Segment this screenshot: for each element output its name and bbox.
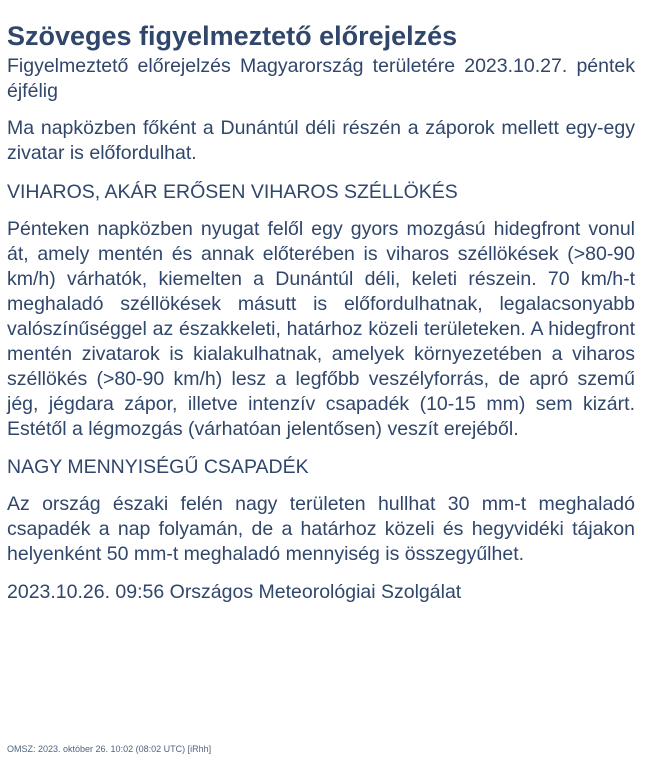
issued-timestamp: 2023.10.26. 09:56 Országos Meteorológiai Szolgálat [7,581,462,603]
section-heading-precipitation: NAGY MENNYISÉGŰ CSAPADÉK [7,456,309,478]
footer-note: OMSZ: 2023. október 26. 10:02 (08:02 UTC) [iRhh] [7,744,212,754]
section-heading-wind: VIHAROS, AKÁR ERŐSEN VIHAROS SZÉLLÖKÉS [7,181,458,203]
section-body-wind: Pénteken napközben nyugat felől egy gyors mozgású hidegfront vonul át, amely mentén és annak előterében is viharos széllökések (>80-90 km/h) várhatók, kiemelten a Dunántúl déli, keleti részein. 70 km/h-t meghaladó széllökések másutt is előfordulhatnak, legalacsonyabb valószínűséggel az északkeleti, határhoz közeli területeken. A hidegfront mentén zivatarok is kialakulhatnak, amelyek környezetében a viharos széllökés (>80-90 km/h) lesz a legfőbb veszélyforrás, de apró szemű jég, jégdara zápor, illetve intenzív csapadék (10-15 mm) sem kizárt. Estétől a légmozgás (várhatóan jelentősen) veszít erejéből. [7,218,635,440]
forecast-subtitle: Figyelmeztető előrejelzés Magyarország területére 2023.10.27. péntek éjfélig [7,55,635,102]
intro-paragraph: Ma napközben főként a Dunántúl déli részén a záporok mellett egy-egy zivatar is előfordulhat. [7,117,635,164]
section-body-precipitation: Az ország északi felén nagy területen hullhat 30 mm-t meghaladó csapadék a nap folyamán, de a határhoz közeli és hegyvidéki tájakon helyenként 50 mm-t meghaladó mennyiség is összegyűlhet. [7,493,635,565]
page-title: Szöveges figyelmeztető előrejelzés [7,21,458,51]
